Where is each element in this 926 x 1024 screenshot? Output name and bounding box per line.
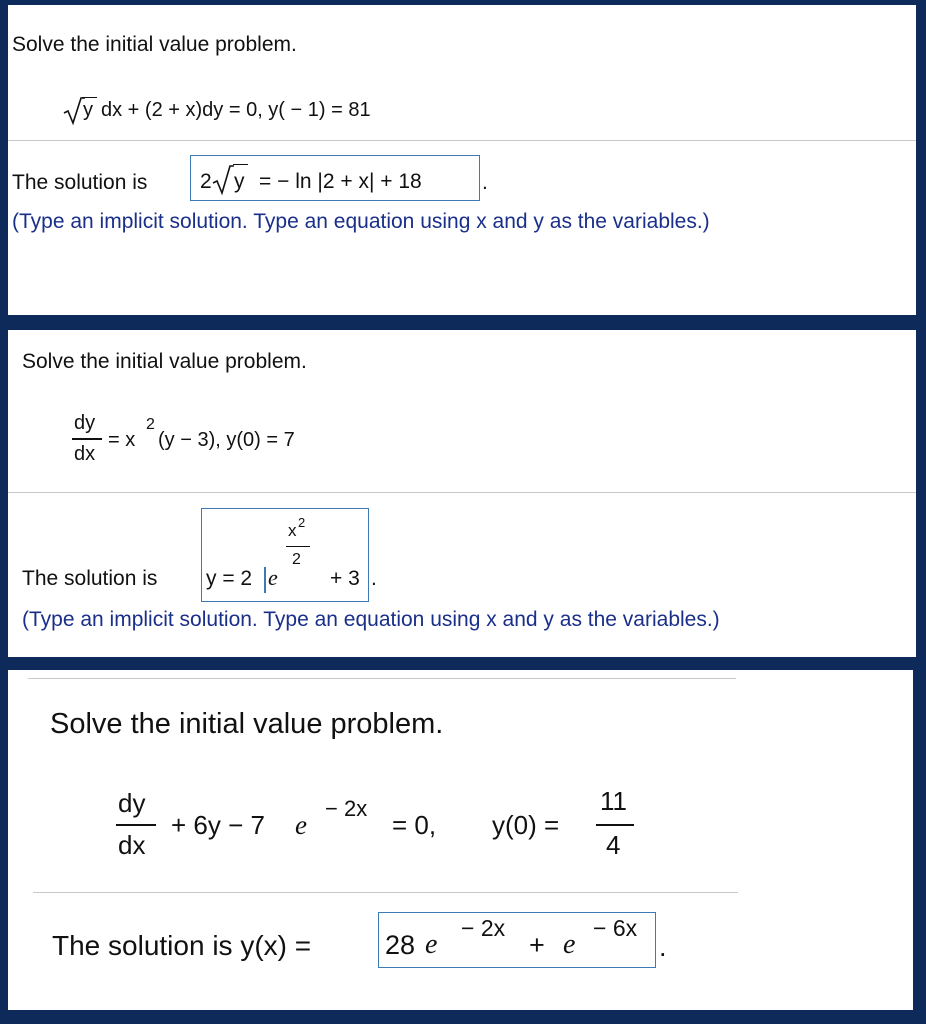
- answer-e-1: e: [425, 929, 438, 960]
- fraction-bar: [72, 438, 102, 440]
- answer-coefficient: 28: [385, 930, 416, 960]
- equation-terms: + 6y − 7: [171, 810, 265, 840]
- equation-e: e: [295, 810, 307, 840]
- sqrt-symbol-icon: [212, 164, 234, 196]
- solution-label: The solution is: [12, 171, 148, 194]
- derivative-denominator: dx: [118, 830, 146, 860]
- equation-zero: = 0,: [392, 810, 437, 840]
- divider: [8, 492, 916, 493]
- problem-3-heading: Solve the initial value problem.: [50, 708, 444, 740]
- problem-2-heading: Solve the initial value problem.: [22, 350, 307, 373]
- answer-hint: (Type an implicit solution. Type an equation using x and y as the variables.): [22, 608, 720, 631]
- answer-exponent-1: − 2x: [461, 915, 506, 941]
- problem-panel-3: [8, 670, 913, 1010]
- problem-panel-1: [8, 5, 916, 315]
- problem-1-heading: Solve the initial value problem.: [12, 33, 297, 56]
- answer-plus: +: [529, 930, 545, 960]
- answer-input[interactable]: [201, 508, 369, 602]
- divider: [8, 140, 916, 141]
- answer-input[interactable]: [190, 155, 480, 201]
- answer-e: e: [268, 565, 278, 590]
- answer-hint: (Type an implicit solution. Type an equation using x and y as the variables.): [12, 210, 710, 233]
- problem-1-equation: dx + (2 + x)dy = 0, y( − 1) = 81: [101, 99, 371, 121]
- initial-condition-label: y(0) =: [492, 810, 560, 840]
- answer-exponent-2: − 6x: [593, 915, 638, 941]
- exponent-fraction-bar: [286, 546, 310, 547]
- equation-exponent: − 2x: [325, 796, 368, 821]
- equation-rest: (y − 3), y(0) = 7: [158, 429, 295, 451]
- answer-main: y = 2: [206, 567, 253, 590]
- answer-vinculum: [233, 164, 248, 165]
- answer-input[interactable]: [378, 912, 656, 968]
- period: .: [659, 932, 667, 962]
- period: .: [371, 567, 377, 590]
- answer-e-2: e: [563, 929, 576, 960]
- answer-tail: + 3: [330, 567, 360, 590]
- derivative-numerator: dy: [118, 788, 146, 818]
- period: .: [482, 171, 488, 194]
- problem-1-radicand: y: [83, 99, 93, 121]
- text-cursor: [264, 567, 266, 593]
- answer-expression: = − ln |2 + x| + 18: [259, 170, 422, 193]
- equation-exponent: 2: [146, 416, 155, 433]
- sqrt-symbol-icon: [63, 96, 85, 126]
- exponent-numerator: x: [288, 521, 297, 540]
- initial-value-fraction-bar: [596, 824, 634, 826]
- divider: [33, 892, 738, 893]
- equation-equals: = x: [108, 429, 136, 451]
- fraction-bar: [116, 824, 156, 826]
- solution-label: The solution is y(x) =: [52, 930, 312, 961]
- initial-value-denominator: 4: [606, 830, 621, 860]
- derivative-numerator: dy: [74, 412, 96, 434]
- answer-coef: 2: [200, 170, 212, 193]
- problem-1-vinculum: [82, 97, 97, 98]
- initial-value-numerator: 11: [600, 786, 627, 816]
- exponent-numerator-power: 2: [298, 515, 306, 530]
- problem-panel-2: [8, 330, 916, 657]
- derivative-denominator: dx: [74, 443, 96, 465]
- exponent-denominator: 2: [292, 551, 301, 568]
- answer-radicand: y: [234, 170, 245, 193]
- divider: [28, 678, 736, 679]
- solution-label: The solution is: [22, 567, 158, 590]
